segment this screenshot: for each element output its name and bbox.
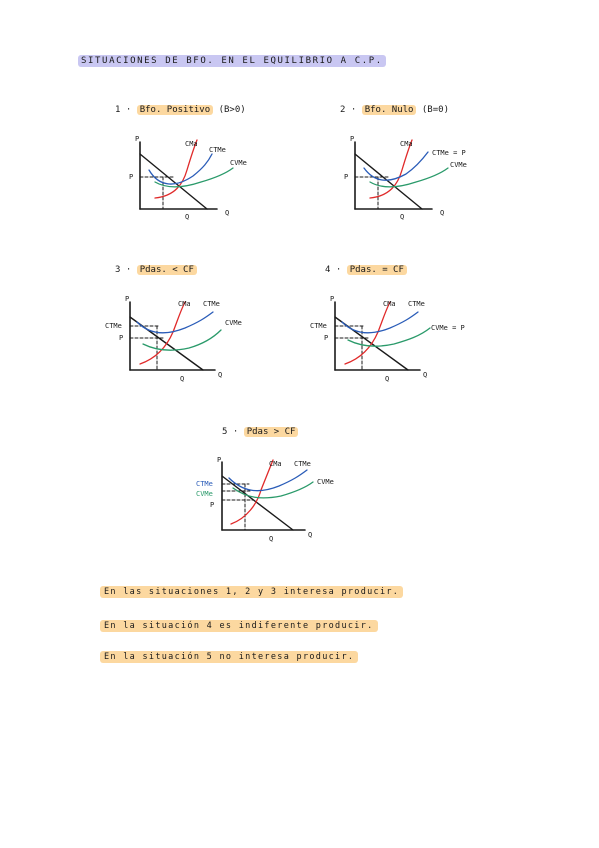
page-title: SITUACIONES DE BFO. EN EL EQUILIBRIO A C.P. bbox=[78, 55, 386, 67]
situation-title: Pdas. = CF bbox=[347, 265, 407, 275]
heading-situation-5 bbox=[222, 427, 298, 437]
cvme-label: CVMe bbox=[225, 319, 242, 327]
cvme-label: CVMe bbox=[230, 159, 247, 167]
ctme-curve bbox=[364, 152, 428, 180]
cvme-label: CVMe = P bbox=[431, 324, 465, 332]
cma-curve bbox=[231, 460, 273, 524]
cma-label: CMa bbox=[269, 460, 282, 468]
axis-x-label: Q bbox=[308, 531, 313, 539]
demand-line bbox=[140, 154, 207, 209]
situation-title: Bfo. Positivo bbox=[137, 105, 213, 115]
heading-situation-3 bbox=[115, 265, 197, 275]
axis-x-label: Q bbox=[440, 209, 445, 217]
cost-graph-2 bbox=[344, 132, 485, 222]
p-label: P bbox=[344, 173, 349, 181]
ctme-curve bbox=[137, 312, 213, 333]
cma-curve bbox=[370, 140, 412, 198]
ctme-y-label: CTMe bbox=[196, 480, 213, 488]
situation-title: Bfo. Nulo bbox=[362, 105, 417, 115]
q-label: Q bbox=[180, 375, 185, 383]
situation-suffix: (B>0) bbox=[218, 105, 246, 115]
p-label: P bbox=[324, 334, 329, 342]
ctme-y-label: CTMe bbox=[310, 322, 327, 330]
heading-situation-1 bbox=[115, 105, 246, 115]
axis-x-label: Q bbox=[218, 371, 223, 379]
q-label: Q bbox=[269, 535, 274, 543]
q-label: Q bbox=[400, 213, 405, 221]
situation-number: 5 · bbox=[222, 427, 239, 437]
ctme-curve bbox=[342, 312, 418, 333]
ctme-label: CTMe bbox=[209, 146, 226, 154]
p-label: P bbox=[119, 334, 124, 342]
cvme-label: CVMe bbox=[450, 161, 467, 169]
heading-situation-4 bbox=[325, 265, 407, 275]
q-label: Q bbox=[185, 213, 190, 221]
axis-x-label: Q bbox=[423, 371, 428, 379]
p-label: P bbox=[210, 501, 215, 509]
cost-graph-5 bbox=[195, 454, 355, 549]
axis-y-label: P bbox=[135, 135, 140, 143]
heading-situation-2 bbox=[340, 105, 449, 115]
cvme-y-label: CVMe bbox=[196, 490, 213, 498]
ctme-label: CTMe bbox=[203, 300, 220, 308]
cvme-curve bbox=[348, 328, 430, 346]
situation-number: 3 · bbox=[115, 265, 132, 275]
situation-suffix: (B=0) bbox=[421, 105, 449, 115]
axis-x-label: Q bbox=[225, 209, 230, 217]
situation-title: Pdas. < CF bbox=[137, 265, 197, 275]
cost-graph-1 bbox=[129, 132, 265, 222]
axis-y-label: P bbox=[350, 135, 355, 143]
ctme-label: CTMe bbox=[408, 300, 425, 308]
situation-number: 1 · bbox=[115, 105, 132, 115]
demand-line bbox=[355, 154, 422, 209]
cost-graph-4 bbox=[310, 292, 480, 387]
cma-label: CMa bbox=[178, 300, 191, 308]
ctme-label: CTMe = P bbox=[432, 149, 466, 157]
q-label: Q bbox=[385, 375, 390, 383]
ctme-label: CTMe bbox=[294, 460, 311, 468]
situation-title: Pdas > CF bbox=[244, 427, 299, 437]
cost-graph-3 bbox=[105, 292, 255, 387]
p-label: P bbox=[129, 173, 134, 181]
axis-y-label: P bbox=[217, 456, 222, 464]
note-situation-4: En la situación 4 es indiferente producir. bbox=[100, 620, 378, 632]
cma-label: CMa bbox=[400, 140, 413, 148]
axis-y-label: P bbox=[125, 295, 130, 303]
axis-y-label: P bbox=[330, 295, 335, 303]
cvme-curve bbox=[143, 330, 221, 350]
cvme-label: CVMe bbox=[317, 478, 334, 486]
note-situations-1-2-3: En las situaciones 1, 2 y 3 interesa producir. bbox=[100, 586, 403, 598]
cma-label: CMa bbox=[185, 140, 198, 148]
cma-label: CMa bbox=[383, 300, 396, 308]
ctme-y-label: CTMe bbox=[105, 322, 122, 330]
situation-number: 2 · bbox=[340, 105, 357, 115]
note-situation-5: En la situación 5 no interesa producir. bbox=[100, 651, 358, 663]
cma-curve bbox=[155, 140, 197, 198]
situation-number: 4 · bbox=[325, 265, 342, 275]
